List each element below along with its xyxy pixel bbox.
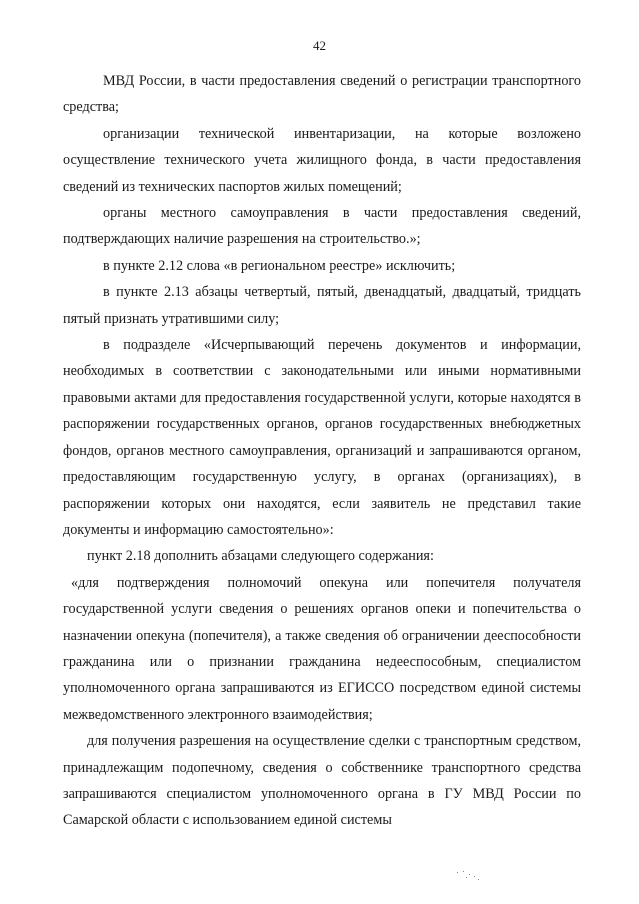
paragraph: организации технической инвентаризации, на которые возложено осуществление технического учета жилищного фонда, в части предоставления сведений из технических паспортов жилых помещений;	[63, 125, 581, 195]
paragraph: МВД России, в части предоставления сведений о регистрации транспортного средства;	[63, 73, 581, 116]
scan-artifact	[455, 868, 485, 884]
paragraph: в пункте 2.13 абзацы четвертый, пятый, двенадцатый, двадцатый, тридцать пятый признать утратившими силу;	[63, 284, 581, 327]
paragraph: «для подтверждения полномочий опекуна или попечителя получателя государственной услуги сведения о решениях органов опеки и попечительства о назначении опекуна (попечителя), а также сведения об ограничении дееспособности гражданина или о признании гражданина недееспособным, специалистом уполномоченного органа запрашиваются из ЕГИССО посредством единой системы межведомственного электронного взаимодействия;	[63, 574, 581, 723]
paragraph: пункт 2.18 дополнить абзацами следующего содержания:	[87, 548, 434, 565]
document-body	[63, 68, 581, 834]
paragraph: органы местного самоуправления в части предоставления сведений, подтверждающих наличие разрешения на строительство.»;	[63, 205, 581, 248]
paragraph: для получения разрешения на осуществление сделки с транспортным средством, принадлежащим подопечному, сведения о собственнике транспортного средства запрашиваются специалистом уполномоченного органа в ГУ МВД России по Самарской области с использованием единой системы	[63, 733, 581, 829]
page-number: 42	[313, 38, 326, 53]
paragraph: в пункте 2.12 слова «в региональном реестре» исключить;	[103, 257, 456, 274]
paragraph: в подразделе «Исчерпывающий перечень документов и информации, необходимых в соответствии с законодательными или иными нормативными правовыми актами для предоставления государственной услуги, которые находятся в распоряжении государственных органов, органов государственных внебюджетных фондов, органов местного самоуправления, организаций и запрашиваются органом, предоставляющим государственную услугу, в органах (организациях), в распоряжении которых они находятся, если заявитель не представил такие документы и информацию самостоятельно»:	[63, 337, 581, 538]
